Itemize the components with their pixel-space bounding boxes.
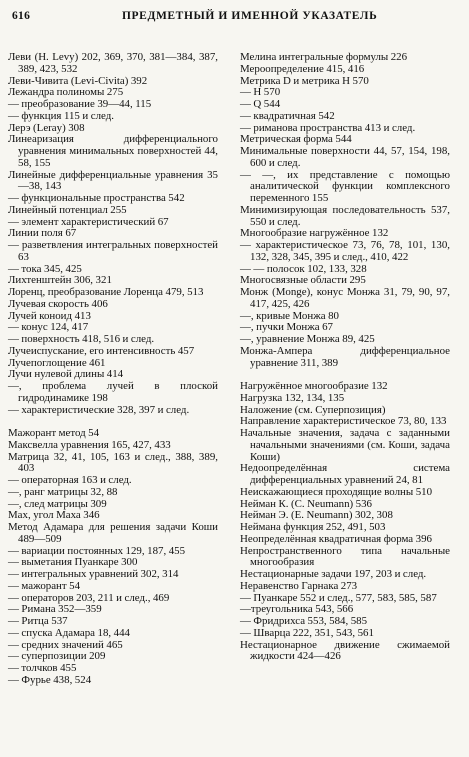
index-entry: — Q 544 [240,98,281,110]
index-entry: Лоренц, преобразование Лоренца 479, 513 [8,286,204,298]
index-entry: — выметания Пуанкаре 300 [8,556,138,569]
index-entry: — тока 345, 425 [8,262,82,275]
index-entry: Нестационарное движение сжимаемой жидкости 424—426 [240,638,450,663]
index-entry: Мах, угол Маха 346 [8,509,100,522]
index-entry: Леви (H. Levy) 202, 369, 370, 381—384, 387, 389, 423, 532 [8,51,218,75]
index-entry: — функция 115 и след. [8,109,114,122]
index-entry: Метод Адамара для решения задачи Коши 489—509 [8,521,218,545]
index-entry: — квадратичная 542 [240,109,335,122]
index-entry: Максвелла уравнения 165, 427, 433 [8,438,171,451]
index-entry: — Фридрихса 553, 584, 585 [240,615,368,627]
index-entry: Нагрузка 132, 134, 135 [240,391,345,404]
index-entry: — интегральных уравнений 302, 314 [8,568,179,580]
index-entry: — Римана 352—359 [8,603,102,616]
index-entry: — характеристические 328, 397 и след. [8,403,190,416]
index-entry: Неймана функция 252, 491, 503 [240,521,386,533]
index-entry: Неравенство Гарнака 273 [240,579,358,592]
index-entry: — Ритца 537 [8,615,68,627]
index-entry: Монжа-Ампера дифференциальное уравнение 311, 389 [240,344,450,369]
index-entry: — — полосок 102, 133, 328 [240,262,367,275]
index-entry: — вариации постоянных 129, 187, 455 [8,544,186,557]
index-entry: Линейные дифференциальные уравнения 35—38, 143 [8,168,218,193]
index-entry: —треугольника 543, 566 [240,603,354,616]
index-entry: — элемент характеристический 67 [8,215,169,228]
index-entry: Монж (Monge), конус Монжа 31, 79, 90, 97, 417, 425, 426 [240,286,450,310]
index-entry: — мажорант 54 [8,579,81,592]
index-entry: Лучей коноид 413 [8,309,91,322]
index-entry: — характеристическое 73, 76, 78, 101, 130, 132, 328, 345, 395 и след., 410, 422 [240,239,450,263]
index-entry: Леви-Чивита (Levi-Civita) 392 [8,74,148,87]
index-entry: —, пучки Монжа 67 [240,321,333,334]
page-number: 616 [12,10,31,22]
index-entry: Наложение (см. Суперпозиция) [240,403,386,416]
index-entry: Мелина интегральные формулы 226 [240,51,408,63]
index-entry: — Шварца 222, 351, 543, 561 [240,626,374,639]
index-entry: Неопределённая квадратичная форма 396 [240,532,432,545]
index-entry: Многосвязные области 295 [240,274,366,287]
index-entry: Нейман К. (C. Neumann) 536 [240,497,372,510]
index-entry: —, проблема лучей в плоской гидродинамике 198 [8,380,218,404]
index-entry: Нейман Э. (E. Neumann) 302, 308 [240,509,393,522]
index-entry: Лежандра полиномы 275 [8,86,124,99]
index-entry: Начальные значения, задача с заданными начальными значениями (см. Коши, задача Коши) [240,427,450,463]
index-entry: — Фурье 438, 524 [8,673,92,686]
index-entry: Нестационарные задачи 197, 203 и след. [240,568,427,580]
index-entry: — поверхность 418, 516 и след. [8,333,155,345]
index-entry: — риманова пространства 413 и след. [240,121,416,134]
index-column-right [240,52,450,663]
index-entry: —, след матрицы 309 [8,497,107,510]
index-entry: Лучеиспускание, его интенсивность 457 [8,344,195,357]
index-entry: Минимальные поверхности 44, 57, 154, 198, 600 и след. [240,145,450,169]
index-entry: Нагружённое многообразие 132 [240,380,388,392]
index-entry: —, ранг матрицы 32, 88 [8,485,118,498]
index-entry: Линеаризация дифференциального уравнения минимальных поверхностей 44, 58, 155 [8,133,218,169]
index-entry: Матрица 32, 41, 105, 163 и след., 388, 389, 403 [8,450,218,475]
index-entry: — суперпозиции 209 [8,650,106,663]
index-entry: — функциональные пространства 542 [8,192,185,204]
index-entry: Мероопределение 415, 416 [240,62,365,75]
index-entry: Многообразие нагружённое 132 [240,227,389,240]
index-entry: — операторов 203, 211 и след., 469 [8,591,170,604]
index-entry: —, уравнение Монжа 89, 425 [240,333,375,345]
index-entry: Лучевая скорость 406 [8,297,108,310]
index-entry: Недоопределённая система дифференциальных уравнений 24, 81 [240,462,450,486]
index-column-left [8,52,218,687]
index-entry: Метрика D и метрика H 570 [240,74,369,87]
page-header [12,10,457,26]
index-entry: Направление характеристическое 73, 80, 133 [240,415,447,428]
index-entry: Лерэ (Leray) 308 [8,121,85,134]
index-entry: Лихтенштейн 306, 321 [8,274,112,287]
index-entry: — средних значений 465 [8,638,123,651]
running-title: ПРЕДМЕТНЫЙ И ИМЕННОЙ УКАЗАТЕЛЬ [122,10,378,22]
index-entry: Линии поля 67 [8,227,77,240]
index-entry: — толчков 455 [8,662,77,674]
index-entry: — преобразование 39—44, 115 [8,98,152,110]
index-entry: — разветвления интегральных поверхностей 63 [8,239,218,263]
index-entry: Мажорант метод 54 [8,427,100,439]
index-entry: —, кривые Монжа 80 [240,309,339,322]
index-entry: — конус 124, 417 [8,321,89,334]
index-entry: Лучепоглощение 461 [8,356,106,369]
index-entry: Метрическая форма 544 [240,133,352,146]
index-entry: — операторная 163 и след. [8,474,132,486]
index-entry: Лучи нулевой длины 414 [8,368,124,381]
index-entry: — спуска Адамара 18, 444 [8,626,131,639]
index-entry: — H 570 [240,86,281,99]
index-entry: Линейный потенциал 255 [8,203,127,216]
index-entry: — —, их представление с помощью аналитической функции комплексного переменного 155 [240,168,450,204]
index-entry: Непространственного типа начальные многообразия [240,544,450,569]
index-entry: Минимизирующая последовательность 537, 550 и след. [240,203,450,228]
index-entry: — Пуанкаре 552 и след., 577, 583, 585, 587 [240,591,437,604]
index-entry: Неискажающиеся проходящие волны 510 [240,485,433,498]
